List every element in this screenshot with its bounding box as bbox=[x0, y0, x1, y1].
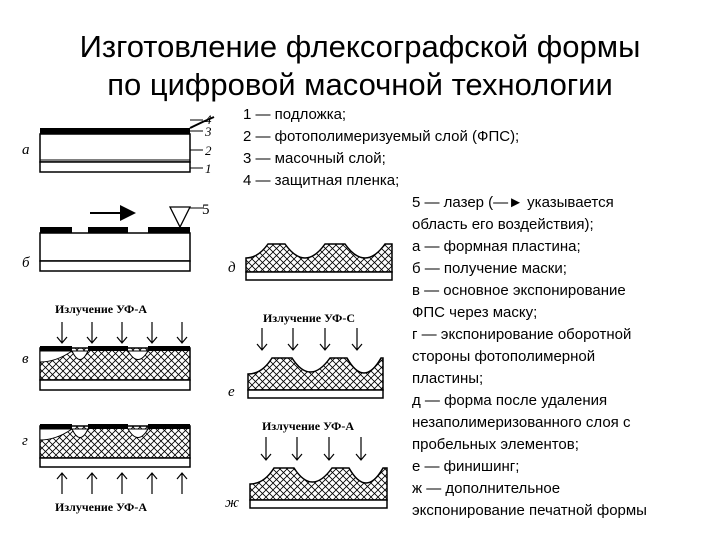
stage-letter-e: е bbox=[228, 384, 235, 400]
legend-item-d-cont2: пробельных элементов; bbox=[412, 436, 579, 453]
legend-item-d-cont1: незаполимеризованного слоя с bbox=[412, 414, 631, 431]
uv-label-bottom: Излучение УФ-А bbox=[55, 500, 148, 514]
uv-label-c: Излучение УФ-С bbox=[263, 311, 356, 325]
layer-number-2: 2 bbox=[205, 143, 212, 158]
stage-e-plate bbox=[248, 358, 383, 398]
stage-v-arrows bbox=[57, 322, 187, 343]
legend-item-3: 3 — масочный слой; bbox=[243, 150, 386, 167]
stage-d-plate bbox=[246, 244, 392, 280]
legend-item-5-cont: область его воздействия); bbox=[412, 216, 594, 233]
legend-item-v: в — основное экспонирование bbox=[412, 282, 626, 299]
uv-label-b: Излучение УФ-А bbox=[55, 302, 148, 316]
stage-letter-zh: ж bbox=[225, 495, 239, 511]
legend-item-g: г — экспонирование оборотной bbox=[412, 326, 632, 343]
stage-letter-d: д bbox=[228, 260, 236, 276]
title-line-1: Изготовление флексографской формы bbox=[79, 29, 641, 64]
layer-number-3: 3 bbox=[205, 124, 212, 139]
legend-item-d: д — форма после удаления bbox=[412, 392, 608, 409]
stage-v-plate bbox=[40, 346, 190, 390]
legend-item-a: а — формная пластина; bbox=[412, 238, 581, 255]
legend-item-g-cont1: стороны фотополимерной bbox=[412, 348, 596, 365]
title-line-2: по цифровой масочной технологии bbox=[107, 67, 613, 102]
legend-item-v-cont: ФПС через маску; bbox=[412, 304, 538, 321]
legend-item-1: 1 — подложка; bbox=[243, 106, 347, 123]
stage-letter-v: в bbox=[22, 351, 29, 367]
stage-e-arrows bbox=[257, 328, 362, 350]
stage-g-plate bbox=[40, 424, 190, 467]
stage-zh-plate bbox=[250, 468, 387, 508]
legend-item-e: е — финишинг; bbox=[412, 458, 520, 475]
stage-letter-g: г bbox=[22, 433, 28, 449]
stage-b-plate bbox=[40, 207, 203, 271]
stage-a-plate bbox=[40, 117, 214, 172]
legend-item-zh: ж — дополнительное bbox=[412, 480, 561, 497]
stage-g-arrows bbox=[57, 473, 187, 494]
legend-item-zh-cont: экспонирование печатной формы bbox=[412, 502, 647, 519]
legend-item-2: 2 — фотополимеризуемый слой (ФПС); bbox=[243, 128, 520, 145]
layer-number-1: 1 bbox=[205, 161, 212, 176]
legend-item-g-cont2: пластины; bbox=[412, 370, 484, 387]
legend-item-b: б — получение маски; bbox=[412, 260, 567, 277]
stage-letter-b: б bbox=[22, 255, 30, 271]
stage-zh-arrows bbox=[261, 437, 366, 460]
legend-item-4: 4 — защитная пленка; bbox=[243, 172, 400, 189]
layer-number-4: 4 bbox=[205, 112, 212, 127]
legend-item-5: 5 — лазер (—► указывается bbox=[412, 194, 614, 211]
layer-number-5: 5 bbox=[202, 202, 210, 218]
uv-label-right: Излучение УФ-А bbox=[262, 419, 355, 433]
stage-letter-a: а bbox=[22, 142, 30, 158]
